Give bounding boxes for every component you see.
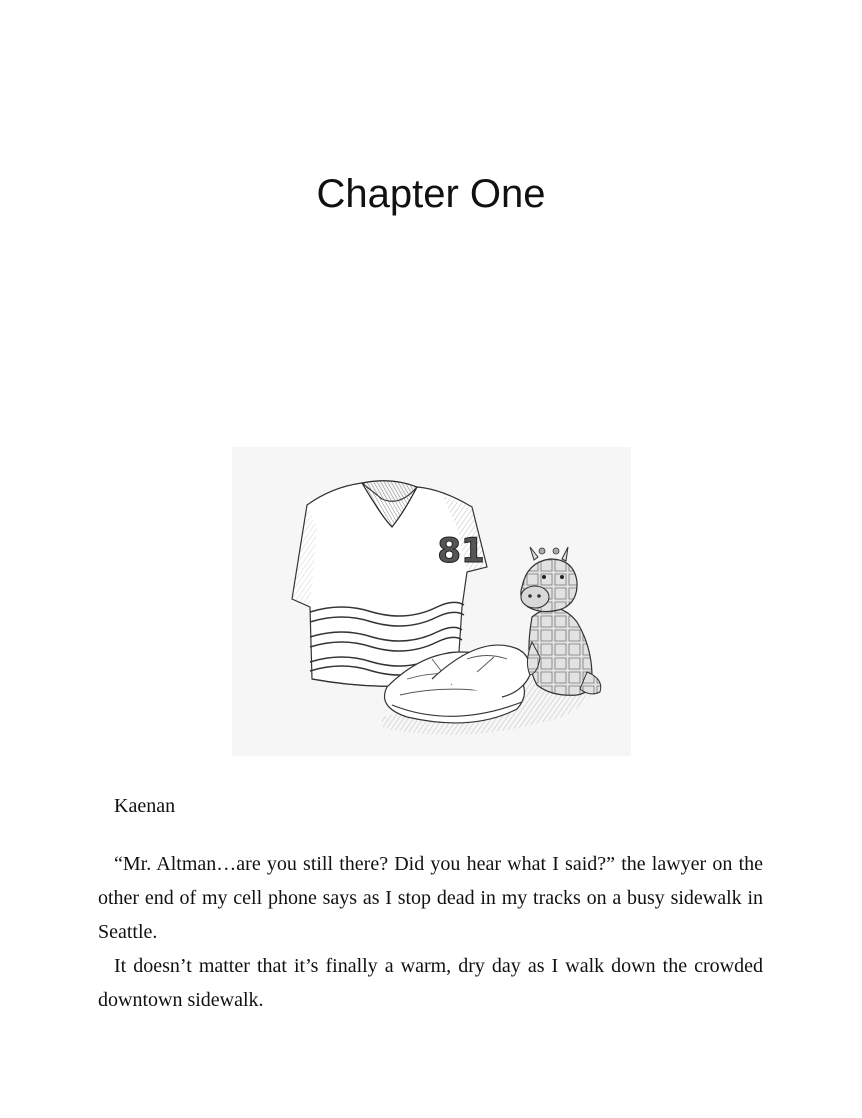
pov-character-name: Kaenan [114,795,176,817]
chapter-body-text [98,847,763,1017]
body-paragraph: It doesn’t matter that it’s finally a warm, dry day as I walk down the crowded downtown sidewalk. [98,955,763,1011]
chapter-illustration [232,447,631,756]
jersey-number: 81 [437,531,485,571]
body-paragraph: “Mr. Altman…are you still there? Did you hear what I said?” the lawyer on the other end of my cell phone says as I stop dead in my tracks on a busy sidewalk in Seattle. [98,853,763,943]
chapter-title: Chapter One [316,172,546,216]
giraffe-plush [521,547,601,695]
